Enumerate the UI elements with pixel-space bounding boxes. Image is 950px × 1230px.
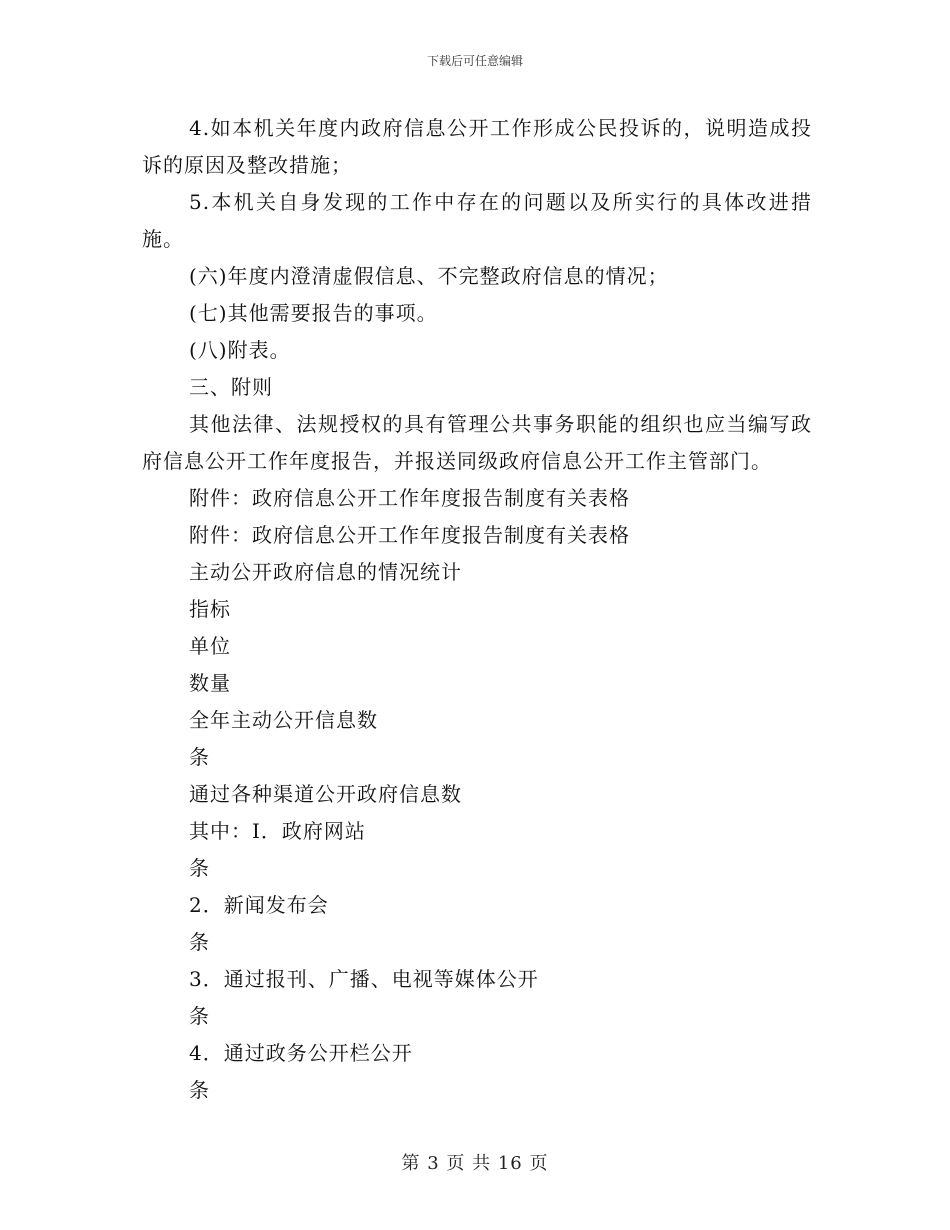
page-header: 下载后可任意编辑 [426, 54, 523, 68]
paragraph-other-organizations: 其他法律、法规授权的具有管理公共事务职能的组织也应当编写政府信息公开工作年度报告，并报送同级政府信息公开工作主管部门。 [142, 412, 812, 473]
table-row-media-unit: 条 [189, 1004, 210, 1028]
table-row-website-unit: 条 [189, 856, 210, 880]
table-row-bulletin-unit: 条 [189, 1078, 210, 1102]
table-row-total-label: 全年主动公开信息数 [189, 708, 378, 732]
table-row-total-unit: 条 [189, 745, 210, 769]
table-row-press-label: 2．新闻发布会 [189, 893, 329, 917]
table-row-website-label: 其中：I．政府网站 [189, 819, 366, 843]
table-header-indicator: 指标 [189, 597, 231, 621]
table-header-quantity: 数量 [189, 671, 231, 695]
paragraph-item-8: (八)附表。 [189, 338, 291, 362]
table-row-channels-label: 通过各种渠道公开政府信息数 [189, 782, 462, 806]
table-row-media-label: 3．通过报刊、广播、电视等媒体公开 [189, 967, 539, 991]
attachment-line-2: 附件：政府信息公开工作年度报告制度有关表格 [189, 523, 630, 547]
table-header-unit: 单位 [189, 634, 231, 658]
page-number-footer: 第 3 页 共 16 页 [401, 1153, 549, 1174]
attachment-line-1: 附件：政府信息公开工作年度报告制度有关表格 [189, 486, 630, 510]
section-heading-supplementary: 三、附则 [189, 375, 273, 399]
table-title: 主动公开政府信息的情况统计 [189, 560, 462, 584]
paragraph-item-6: (六)年度内澄清虚假信息、不完整政府信息的情况； [189, 264, 669, 288]
document-body [142, 110, 812, 1109]
paragraph-improvements: 5.本机关自身发现的工作中存在的问题以及所实行的具体改进措施。 [142, 190, 812, 251]
paragraph-complaints: 4.如本机关年度内政府信息公开工作形成公民投诉的，说明造成投诉的原因及整改措施； [142, 116, 812, 177]
table-row-press-unit: 条 [189, 930, 210, 954]
paragraph-item-7: (七)其他需要报告的事项。 [189, 301, 438, 325]
table-row-bulletin-label: 4．通过政务公开栏公开 [189, 1041, 413, 1065]
